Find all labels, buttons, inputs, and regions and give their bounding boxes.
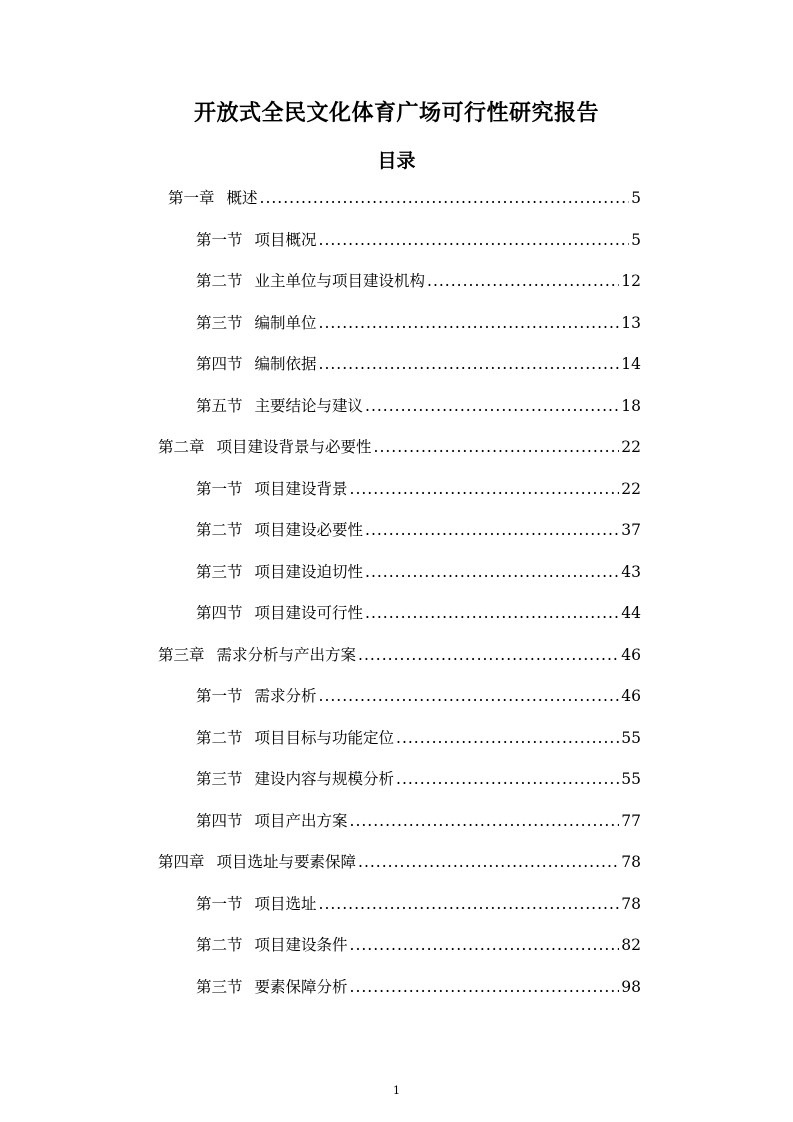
toc-entry-title: 建设内容与规模分析 [254, 770, 395, 788]
toc-entry-page: 46 [621, 687, 641, 705]
toc-entry-number: 第三节 [196, 314, 243, 332]
page-number: 1 [393, 1084, 400, 1097]
toc-entry-title: 项目产出方案 [254, 812, 348, 830]
toc-entry-title: 项目概况 [254, 231, 317, 249]
toc-leader-dots [319, 892, 620, 916]
toc-leader-dots [319, 684, 620, 708]
toc-entry-title: 项目选址与要素保障 [216, 853, 357, 871]
toc-entry-section[interactable] [196, 892, 641, 916]
document-title: 开放式全民文化体育广场可行性研究报告 [193, 101, 599, 126]
toc-leader-dots [260, 186, 630, 210]
toc-entry-section[interactable] [196, 394, 641, 418]
toc-entry-number: 第四节 [196, 355, 243, 373]
toc-leader-dots [319, 352, 620, 376]
toc-entry-section[interactable] [196, 228, 641, 252]
toc-entry-number: 第一节 [196, 687, 243, 705]
toc-entry-page: 98 [621, 978, 641, 996]
toc-entry-title: 项目建设迫切性 [254, 563, 364, 581]
toc-entry-number: 第二节 [196, 272, 243, 290]
toc-entry-section[interactable] [196, 933, 641, 957]
toc-entry-page: 55 [621, 770, 641, 788]
toc-entry-number: 第二节 [196, 729, 243, 747]
toc-entry-number: 第五节 [196, 397, 243, 415]
toc-leader-dots [365, 601, 619, 625]
toc-entry-section[interactable] [196, 477, 641, 501]
toc-entry-number: 第三节 [196, 770, 243, 788]
toc-entry-title: 主要结论与建议 [254, 397, 364, 415]
toc-entry-number: 第三节 [196, 563, 243, 581]
toc-entry-chapter-1[interactable] [168, 186, 641, 210]
toc-entry-title: 需求分析 [254, 687, 317, 705]
toc-leader-dots [396, 767, 619, 791]
toc-entry-number: 第三节 [196, 978, 243, 996]
toc-entry-page: 18 [621, 397, 641, 415]
toc-entry-page: 37 [621, 521, 641, 539]
toc-heading: 目录 [377, 150, 416, 172]
toc-entry-section[interactable] [196, 767, 641, 791]
toc-entry-section[interactable] [196, 809, 641, 833]
toc-entry-page: 12 [621, 272, 641, 290]
toc-entry-page: 14 [621, 355, 641, 373]
toc-entry-number: 第一节 [196, 895, 243, 913]
toc-entry-page: 13 [621, 314, 641, 332]
toc-entry-number: 第一节 [196, 231, 243, 249]
toc-entry-section[interactable] [196, 601, 641, 625]
toc-entry-number: 第一章 [168, 189, 215, 207]
toc-leader-dots [427, 269, 619, 293]
toc-entry-number: 第四节 [196, 604, 243, 622]
toc-entry-title: 项目选址 [254, 895, 317, 913]
toc-entry-title: 项目建设条件 [254, 936, 348, 954]
toc-entry-section[interactable] [196, 975, 641, 999]
toc-entry-number: 第二节 [196, 521, 243, 539]
toc-entry-section[interactable] [196, 518, 641, 542]
toc-leader-dots [350, 477, 620, 501]
toc-entry-section[interactable] [196, 352, 641, 376]
toc-entry-title: 需求分析与产出方案 [216, 646, 357, 664]
toc-entry-title: 要素保障分析 [254, 978, 348, 996]
toc-entry-number: 第四节 [196, 812, 243, 830]
toc-entry-title: 概述 [226, 189, 258, 207]
toc-entry-number: 第三章 [158, 646, 205, 664]
toc-entry-title: 项目建设必要性 [254, 521, 364, 539]
toc-leader-dots [358, 850, 619, 874]
toc-leader-dots [374, 435, 620, 459]
toc-entry-chapter-2[interactable] [158, 435, 641, 459]
toc-entry-page: 5 [631, 189, 641, 207]
toc-entry-page: 43 [621, 563, 641, 581]
toc-entry-section[interactable] [196, 726, 641, 750]
toc-leader-dots [358, 643, 619, 667]
toc-leader-dots [365, 394, 619, 418]
toc-leader-dots [350, 933, 620, 957]
toc-entry-page: 22 [621, 480, 641, 498]
toc-entry-section[interactable] [196, 269, 641, 293]
toc-entry-page: 78 [621, 895, 641, 913]
toc-leader-dots [365, 560, 619, 584]
toc-entry-title: 项目建设背景与必要性 [216, 438, 372, 456]
toc-entry-section[interactable] [196, 684, 641, 708]
toc-leader-dots [319, 311, 620, 335]
toc-entry-number: 第二节 [196, 936, 243, 954]
toc-entry-page: 78 [621, 853, 641, 871]
toc-entry-number: 第二章 [158, 438, 205, 456]
toc-leader-dots [350, 809, 620, 833]
toc-leader-dots [396, 726, 619, 750]
toc-entry-title: 业主单位与项目建设机构 [254, 272, 426, 290]
toc-leader-dots [319, 228, 630, 252]
toc-entry-page: 55 [621, 729, 641, 747]
toc-entry-number: 第一节 [196, 480, 243, 498]
toc-entry-page: 5 [631, 231, 641, 249]
toc-entry-section[interactable] [196, 560, 641, 584]
toc-entry-title: 编制依据 [254, 355, 317, 373]
toc-entry-title: 编制单位 [254, 314, 317, 332]
toc-entry-page: 77 [621, 812, 641, 830]
toc-leader-dots [365, 518, 619, 542]
toc-entry-page: 82 [621, 936, 641, 954]
toc-entry-chapter-4[interactable] [158, 850, 641, 874]
toc-entry-page: 44 [621, 604, 641, 622]
toc-entry-title: 项目建设可行性 [254, 604, 364, 622]
toc-entry-page: 46 [621, 646, 641, 664]
toc-entry-number: 第四章 [158, 853, 205, 871]
toc-entry-page: 22 [621, 438, 641, 456]
toc-entry-title: 项目建设背景 [254, 480, 348, 498]
toc-entry-title: 项目目标与功能定位 [254, 729, 395, 747]
toc-entry-chapter-3[interactable] [158, 643, 641, 667]
toc-leader-dots [350, 975, 620, 999]
toc-entry-section[interactable] [196, 311, 641, 335]
